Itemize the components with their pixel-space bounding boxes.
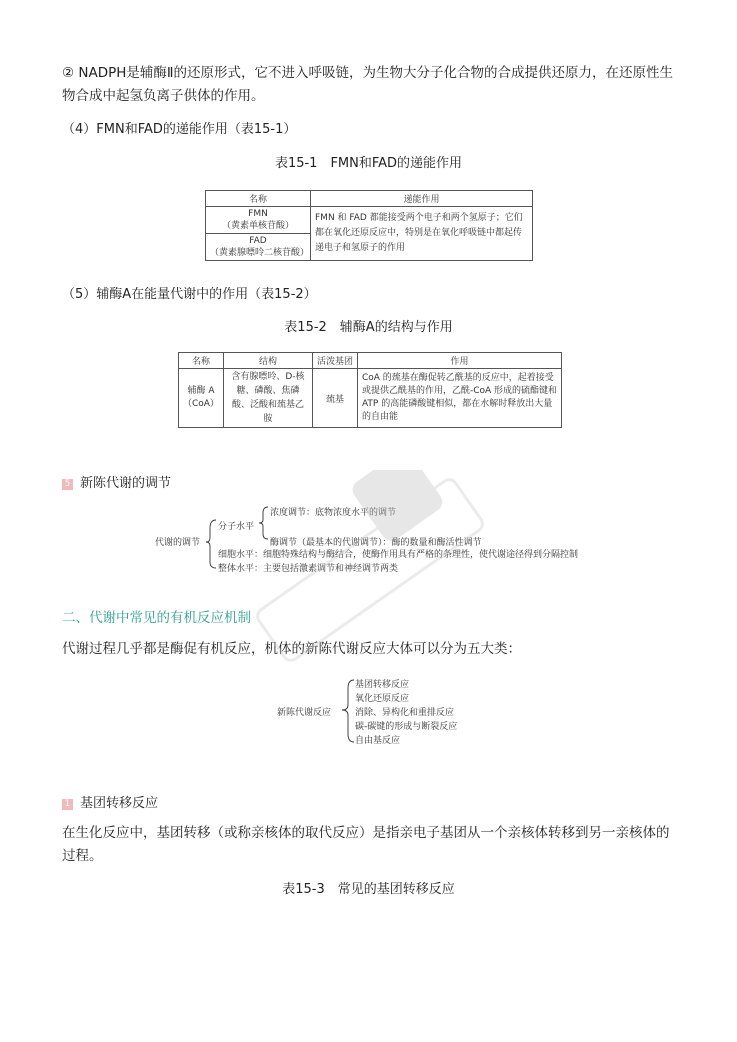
- diagram1-brace-main: [204, 518, 218, 570]
- diagram1-mol-b: 酶调节（最基本的代谢调节）：酶的数量和酶活性调节: [270, 538, 482, 548]
- diagram2-brace: [340, 678, 356, 744]
- table2-name-sub: （CoA）: [183, 399, 219, 409]
- table3-caption: 表15-3 常见的基团转移反应: [282, 882, 455, 897]
- section-5-heading: [62, 472, 171, 491]
- table1-effect: FMN 和 FAD 都能接受两个电子和两个氢原子；它们都在氧化还原反应中，特别是在氧化呼吸链中都起传递电子和氢原子的作用: [311, 207, 533, 261]
- table2-name-cell: [179, 369, 224, 428]
- section-1-badge: 1: [62, 799, 73, 810]
- table2-group: 巯基: [312, 369, 357, 428]
- table1-row-fmn: [206, 207, 311, 234]
- diagram2-item-4: 自由基反应: [355, 736, 401, 746]
- diagram1-whole: 整体水平：主要包括激素调节和神经调节两类: [218, 564, 399, 574]
- table2-header-group: 活泼基团: [312, 353, 357, 369]
- section-1-title: 基团转移反应: [80, 796, 159, 811]
- table1-fmn-name: FMN: [248, 209, 268, 219]
- table-15-2: [178, 352, 562, 428]
- section-5-badge: 5: [62, 479, 73, 490]
- diagram2-item-0: 基团转移反应: [355, 680, 410, 690]
- table1-header-name: 名称: [206, 191, 311, 207]
- diagram2-item-3: 碳-碳键的形成与断裂反应: [355, 722, 458, 732]
- table1-fmn-sub: （黄素单核苷酸）: [221, 221, 294, 231]
- table2-header-effect: 作用: [357, 353, 561, 369]
- table2-header-name: 名称: [179, 353, 224, 369]
- table1-header-effect: 递能作用: [311, 191, 533, 207]
- table1-fad-name: FAD: [249, 236, 267, 246]
- diagram2-item-1: 氧化还原反应: [355, 694, 410, 704]
- diagram1-mol-a: 浓度调节：底物浓度水平的调节: [270, 508, 397, 518]
- paragraph-nadph: ② NADPH是辅酶Ⅱ的还原形式，它不进入呼吸链，为生物大分子化合物的合成提供还原力，在还原性生物合成中起氢负离子供体的作用。: [62, 65, 674, 104]
- table2-name: 辅酶 A: [187, 386, 215, 396]
- diagram2-root: 新陈代谢反应: [277, 708, 332, 718]
- section-1-heading: [62, 792, 158, 811]
- table1-row-fad: [206, 234, 311, 261]
- diagram2-item-2: 消除、异构化和重排反应: [355, 708, 455, 718]
- paragraph-group-transfer: 在生化反应中，基团转移（或称亲核体的取代反应）是指亲电子基团从一个亲核体转移到另一亲核体的过程。: [62, 825, 670, 864]
- heading-mechanisms: 二、代谢中常见的有机反应机制: [62, 610, 251, 626]
- table1-fad-sub: （黄素腺嘌呤二核苷酸）: [210, 248, 310, 258]
- table2-effect: CoA 的巯基在酶促转乙酰基的反应中，起着接受或提供乙酰基的作用，乙酰-CoA 形成的硫酯键和 ATP 的高能磷酸键相似，都在水解时释放出大量的自由能: [357, 369, 561, 428]
- table-15-1: [205, 190, 533, 261]
- diagram1-root: 代谢的调节: [155, 538, 201, 548]
- diagram1-brace-mol: [258, 505, 270, 541]
- table2-caption: 表15-2 辅酶A的结构与作用: [284, 320, 453, 335]
- diagram1-mol: 分子水平: [218, 522, 255, 532]
- item-5-heading: （5）辅酶A在能量代谢中的作用（表15-2）: [62, 287, 317, 302]
- table2-structure: 含有腺嘌呤、D-核糖、磷酸、焦磷酸、泛酸和巯基乙胺: [223, 369, 312, 428]
- section-5-title: 新陈代谢的调节: [80, 476, 172, 491]
- table2-header-structure: 结构: [223, 353, 312, 369]
- paragraph-intro: 代谢过程几乎都是酶促有机反应，机体的新陈代谢反应大体可以分为五大类：: [62, 641, 521, 657]
- item-4-heading: （4）FMN和FAD的递能作用（表15-1）: [62, 122, 297, 137]
- table1-caption: 表15-1 FMN和FAD的递能作用: [274, 156, 463, 171]
- diagram1-cell: 细胞水平：细胞特殊结构与酶结合，使酶作用具有严格的条理性，使代谢途径得到分隔控制: [218, 550, 579, 560]
